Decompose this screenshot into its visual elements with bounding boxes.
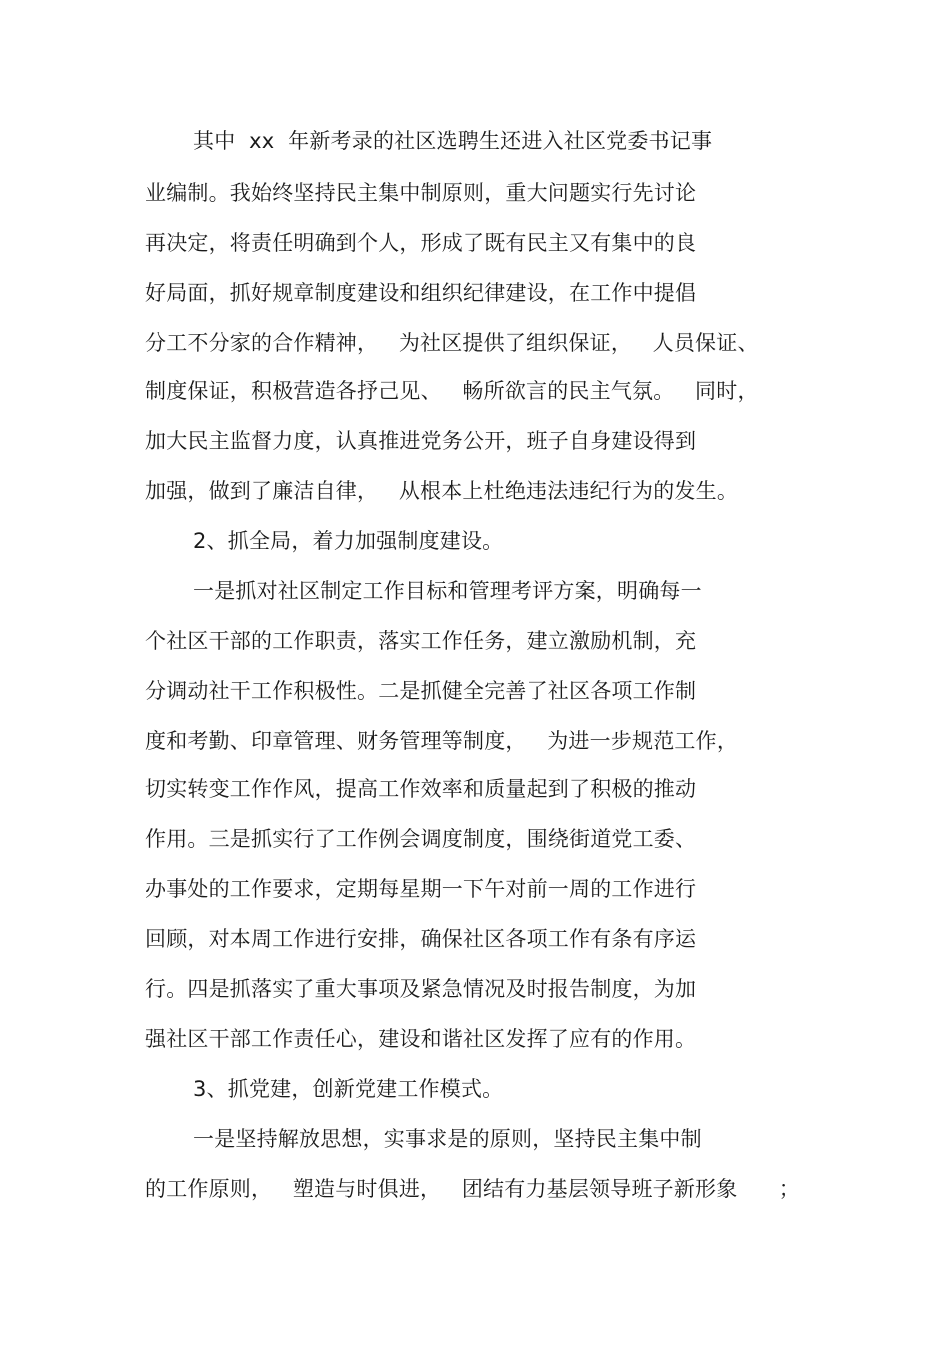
text-line: 再决定，将责任明确到个人，形成了既有民主又有集中的良 [145, 231, 697, 255]
text-line: 制度保证，积极营造各抒己见、 畅所欲言的民主气氛。 同时， [145, 379, 759, 403]
section-heading: 2、抓全局，着力加强制度建设。 [193, 529, 504, 553]
text-line: 一是坚持解放思想，实事求是的原则，坚持民主集中制 [193, 1127, 702, 1151]
text-line: 度和考勤、印章管理、财务管理等制度， 为进一步规范工作， [145, 729, 739, 753]
text-line: 强社区干部工作责任心，建设和谐社区发挥了应有的作用。 [145, 1027, 697, 1051]
text-line: 分工不分家的合作精神， 为社区提供了组织保证， 人员保证、 [145, 331, 759, 355]
text-line: 加强，做到了廉洁自律， 从根本上杜绝违法违纪行为的发生。 [145, 479, 739, 503]
text-line: 业编制。我始终坚持民主集中制原则，重大问题实行先讨论 [145, 181, 697, 205]
section-heading: 3、抓党建，创新党建工作模式。 [193, 1077, 504, 1101]
text-line: 其中 xx 年新考录的社区选聘生还进入社区党委书记事 [193, 129, 713, 153]
text-line: 回顾，对本周工作进行安排，确保社区各项工作有条有序运 [145, 927, 697, 951]
text-line: 好局面，抓好规章制度建设和组织纪律建设，在工作中提倡 [145, 281, 697, 305]
text-line: 分调动社干工作积极性。二是抓健全完善了社区各项工作制 [145, 679, 697, 703]
text-line: 作用。三是抓实行了工作例会调度制度，围绕街道党工委、 [145, 827, 697, 851]
text-line: 行。四是抓落实了重大事项及紧急情况及时报告制度，为加 [145, 977, 697, 1001]
text-line: 个社区干部的工作职责，落实工作任务，建立激励机制，充 [145, 629, 697, 653]
text-line: 的工作原则， 塑造与时俱进， 团结有力基层领导班子新形象 ； [145, 1177, 800, 1201]
text-line: 一是抓对社区制定工作目标和管理考评方案，明确每一 [193, 579, 702, 603]
text-line: 切实转变工作作风，提高工作效率和质量起到了积极的推动 [145, 777, 697, 801]
text-line: 加大民主监督力度，认真推进党务公开，班子自身建设得到 [145, 429, 697, 453]
text-line: 办事处的工作要求，定期每星期一下午对前一周的工作进行 [145, 877, 697, 901]
